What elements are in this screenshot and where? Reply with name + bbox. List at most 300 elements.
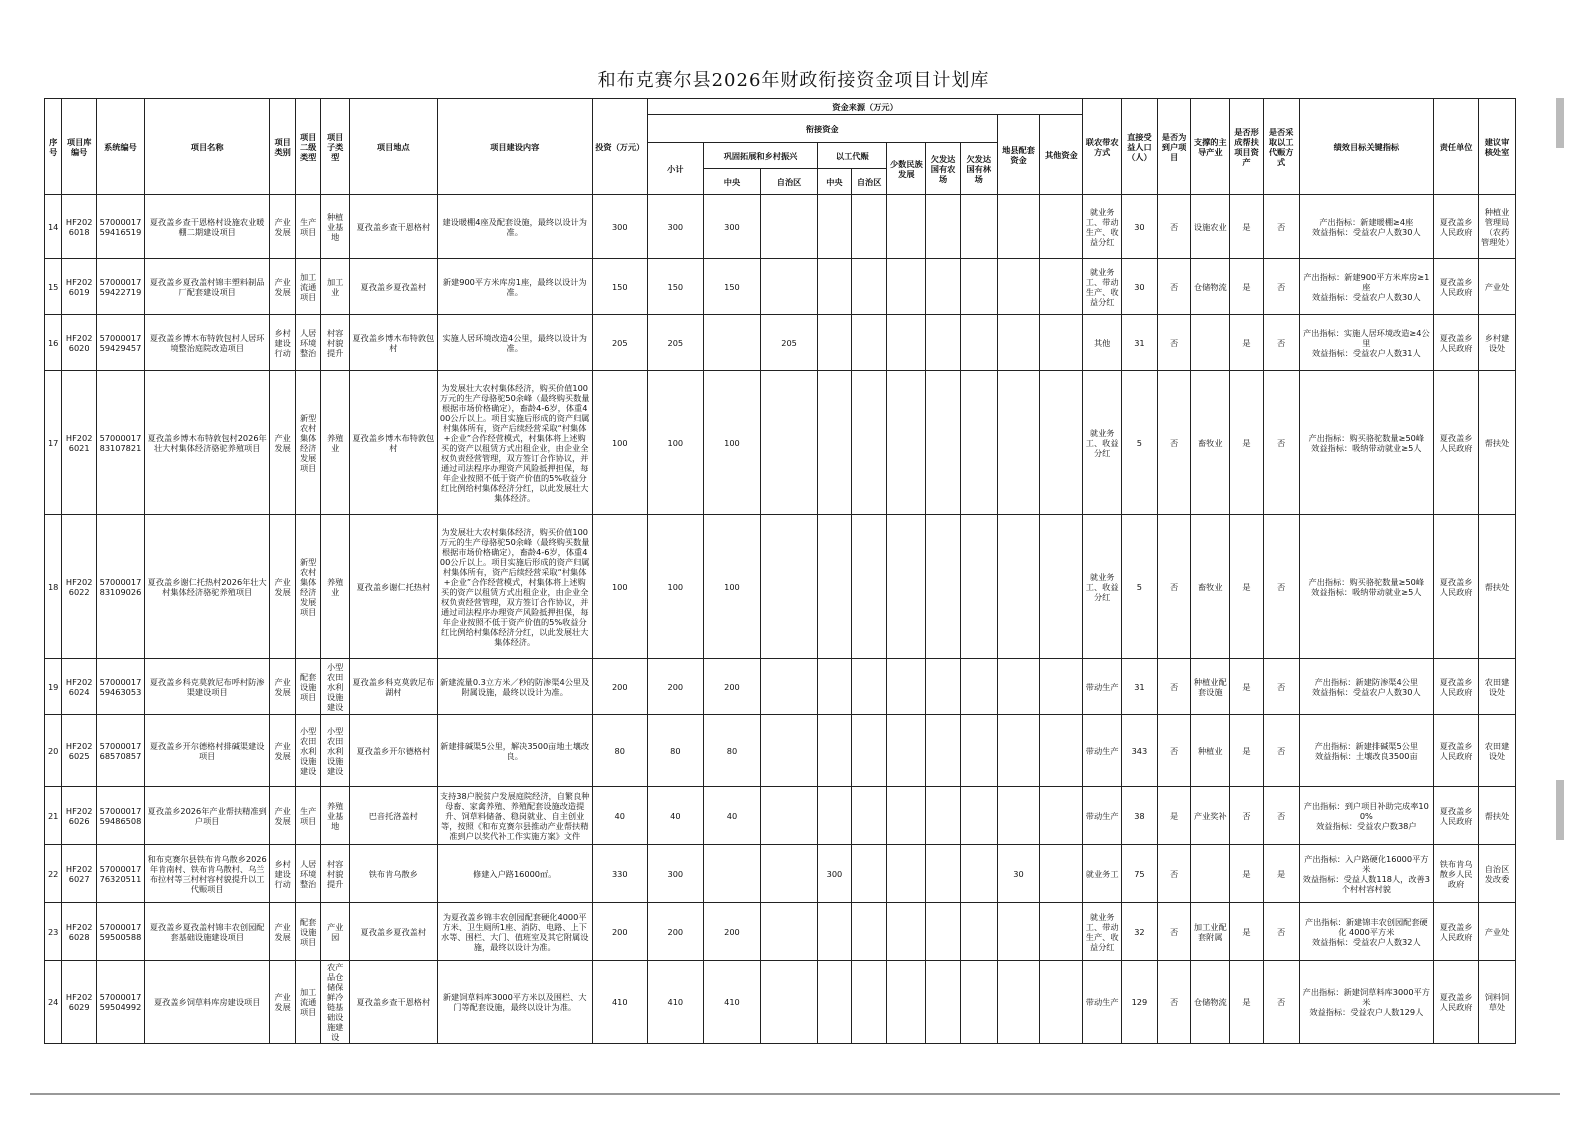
cell-link: 带动生产 xyxy=(1083,961,1122,1044)
scan-edge-mark xyxy=(1556,98,1564,148)
scan-edge-mark xyxy=(1556,780,1564,840)
cell-content: 为夏孜盖乡锦丰农创园配套硬化4000平方米、卫生厕所1座、消防、电路、上下水等、围栏、大门、值班室及其它附属设施，最终以设计为准。 xyxy=(437,903,592,961)
cell-c_region xyxy=(761,845,818,903)
cell-name: 夏孜盖乡夏孜盖村锦丰塑料制品厂配套建设项目 xyxy=(144,259,269,315)
cell-subtotal: 200 xyxy=(647,659,703,715)
cell-county xyxy=(997,659,1040,715)
header-work-relief: 以工代赈 xyxy=(818,143,887,169)
header-county-match: 地县配套资金 xyxy=(997,115,1040,195)
cell-unit: 夏孜盖乡人民政府 xyxy=(1434,659,1479,715)
header-industry: 支撑的主导产业 xyxy=(1191,99,1230,195)
cell-work: 否 xyxy=(1263,371,1299,515)
cell-work: 是 xyxy=(1263,845,1299,903)
cell-subtotal: 40 xyxy=(647,787,703,845)
cell-county xyxy=(997,315,1040,371)
cell-minority xyxy=(887,515,926,659)
header-unit: 责任单位 xyxy=(1434,99,1479,195)
cell-link: 就业务工、带动生产、收益分红 xyxy=(1083,195,1122,259)
cell-subtype: 种植业基地 xyxy=(321,195,350,259)
cell-house: 是 xyxy=(1157,787,1191,845)
cell-sys: 5700001783107821 xyxy=(97,371,145,515)
cell-forest xyxy=(960,659,997,715)
cell-w_region xyxy=(851,259,887,315)
cell-asset: 是 xyxy=(1230,259,1264,315)
cell-invest: 300 xyxy=(592,195,647,259)
cell-link: 就业务工 xyxy=(1083,845,1122,903)
cell-sub2: 新型农村集体经济发展项目 xyxy=(295,371,321,515)
cell-link: 就业务工、收益分红 xyxy=(1083,515,1122,659)
cell-farm xyxy=(926,845,961,903)
cell-name: 夏孜盖乡夏孜盖村锦丰农创园配套基础设施建设项目 xyxy=(144,903,269,961)
cell-c_region xyxy=(761,787,818,845)
table-row xyxy=(45,659,1516,715)
cell-kpi: 产出指标：购买骆驼数量≥50峰 效益指标：吸纳带动就业≥5人 xyxy=(1299,515,1434,659)
cell-loc: 夏孜盖乡博木布特敦包村 xyxy=(349,371,437,515)
cell-house: 否 xyxy=(1157,845,1191,903)
cell-seq: 22 xyxy=(45,845,62,903)
cell-minority xyxy=(887,259,926,315)
cell-asset: 是 xyxy=(1230,845,1264,903)
table-row xyxy=(45,515,1516,659)
cell-c_central: 40 xyxy=(703,787,760,845)
cell-sys: 5700001759463053 xyxy=(97,659,145,715)
cell-cat: 产业发展 xyxy=(270,659,296,715)
cell-unit: 铁布肯乌散乡人民政府 xyxy=(1434,845,1479,903)
cell-people: 5 xyxy=(1122,515,1158,659)
cell-sys: 5700001759486508 xyxy=(97,787,145,845)
cell-subtype: 农产品仓储保鲜冷链基础设施建设 xyxy=(321,961,350,1044)
cell-sub2: 配套设施项目 xyxy=(295,659,321,715)
table-row xyxy=(45,259,1516,315)
cell-forest xyxy=(960,515,997,659)
cell-link: 带动生产 xyxy=(1083,715,1122,787)
header-state-farm: 欠发达国有农场 xyxy=(926,143,961,195)
header-review: 建议审核处室 xyxy=(1479,99,1516,195)
cell-cat: 产业发展 xyxy=(270,903,296,961)
cell-sub2: 生产项目 xyxy=(295,195,321,259)
cell-c_central: 150 xyxy=(703,259,760,315)
cell-w_central xyxy=(818,371,852,515)
cell-industry: 畜牧业 xyxy=(1191,515,1230,659)
header-location: 项目地点 xyxy=(349,99,437,195)
cell-c_region xyxy=(761,371,818,515)
header-cat: 项目类别 xyxy=(270,99,296,195)
cell-industry: 产业奖补 xyxy=(1191,787,1230,845)
cell-kpi: 产出指标：新建排碱渠5公里 效益指标：土壤改良3500亩 xyxy=(1299,715,1434,787)
header-sub2: 项目二级类型 xyxy=(295,99,321,195)
cell-name: 夏孜盖乡开尔德格村排碱渠建设项目 xyxy=(144,715,269,787)
cell-c_central xyxy=(703,315,760,371)
cell-subtotal: 150 xyxy=(647,259,703,315)
cell-people: 38 xyxy=(1122,787,1158,845)
cell-other xyxy=(1040,961,1083,1044)
header-invest: 投资（万元） xyxy=(592,99,647,195)
cell-seq: 17 xyxy=(45,371,62,515)
cell-subtotal: 410 xyxy=(647,961,703,1044)
cell-invest: 410 xyxy=(592,961,647,1044)
cell-unit: 夏孜盖乡人民政府 xyxy=(1434,715,1479,787)
cell-asset: 是 xyxy=(1230,659,1264,715)
header-beneficiaries: 直接受益人口（人） xyxy=(1122,99,1158,195)
cell-people: 31 xyxy=(1122,659,1158,715)
cell-forest xyxy=(960,845,997,903)
cell-farm xyxy=(926,515,961,659)
cell-cat: 产业发展 xyxy=(270,961,296,1044)
cell-farm xyxy=(926,371,961,515)
cell-name: 夏孜盖乡2026年产业帮扶精准到户项目 xyxy=(144,787,269,845)
cell-unit: 夏孜盖乡人民政府 xyxy=(1434,315,1479,371)
cell-review: 饲料饲草处 xyxy=(1479,961,1516,1044)
header-subtype: 项目子类型 xyxy=(321,99,350,195)
cell-kpi: 产出指标：新建900平方米库房≥1座 效益指标：受益农户人数30人 xyxy=(1299,259,1434,315)
cell-loc: 夏孜盖乡查干恩格村 xyxy=(349,961,437,1044)
cell-work: 否 xyxy=(1263,315,1299,371)
page-title: 和布克赛尔县2026年财政衔接资金项目计划库 xyxy=(597,70,990,91)
cell-industry: 种植业 xyxy=(1191,715,1230,787)
cell-c_region xyxy=(761,715,818,787)
cell-link: 其他 xyxy=(1083,315,1122,371)
table-row xyxy=(45,961,1516,1044)
cell-asset: 是 xyxy=(1230,371,1264,515)
cell-w_central xyxy=(818,903,852,961)
cell-house: 否 xyxy=(1157,715,1191,787)
cell-name: 夏孜盖乡查干恩格村设施农业暖棚二期建设项目 xyxy=(144,195,269,259)
cell-minority xyxy=(887,845,926,903)
cell-review: 产业处 xyxy=(1479,903,1516,961)
cell-work: 否 xyxy=(1263,715,1299,787)
header-fund-source: 资金来源（万元） xyxy=(647,99,1083,115)
cell-other xyxy=(1040,659,1083,715)
cell-invest: 150 xyxy=(592,259,647,315)
cell-w_region xyxy=(851,845,887,903)
cell-loc: 巴音托洛盖村 xyxy=(349,787,437,845)
cell-farm xyxy=(926,787,961,845)
cell-seq: 21 xyxy=(45,787,62,845)
cell-forest xyxy=(960,961,997,1044)
cell-w_region xyxy=(851,903,887,961)
cell-people: 343 xyxy=(1122,715,1158,787)
cell-subtotal: 80 xyxy=(647,715,703,787)
cell-minority xyxy=(887,715,926,787)
cell-review: 农田建设处 xyxy=(1479,659,1516,715)
cell-kpi: 产出指标：新建锦丰农创园配套硬化 4000平方米 效益指标：受益农户人数32人 xyxy=(1299,903,1434,961)
cell-kpi: 产出指标：新建暖棚≥4座 效益指标：受益农户人数30人 xyxy=(1299,195,1434,259)
cell-cat: 产业发展 xyxy=(270,787,296,845)
cell-subtotal: 100 xyxy=(647,515,703,659)
cell-lib: HF2026021 xyxy=(62,371,97,515)
cell-c_central: 200 xyxy=(703,659,760,715)
cell-house: 否 xyxy=(1157,659,1191,715)
cell-kpi: 产出指标：实施人居环境改造≥4公里 效益指标：受益农户人数31人 xyxy=(1299,315,1434,371)
cell-farm xyxy=(926,903,961,961)
cell-county xyxy=(997,195,1040,259)
header-sys-no: 系统编号 xyxy=(97,99,145,195)
cell-w_region xyxy=(851,787,887,845)
header-consolidate: 巩固拓展和乡村振兴 xyxy=(703,143,817,169)
cell-county xyxy=(997,903,1040,961)
cell-people: 5 xyxy=(1122,371,1158,515)
cell-subtotal: 100 xyxy=(647,371,703,515)
project-table xyxy=(44,98,1516,1044)
cell-w_region xyxy=(851,961,887,1044)
cell-w_central xyxy=(818,515,852,659)
cell-c_central: 410 xyxy=(703,961,760,1044)
cell-loc: 夏孜盖乡科克莫敦尼布湖村 xyxy=(349,659,437,715)
cell-loc: 夏孜盖乡博木布特敦包村 xyxy=(349,315,437,371)
header-region: 自治区 xyxy=(761,169,818,195)
cell-other xyxy=(1040,715,1083,787)
cell-county xyxy=(997,515,1040,659)
cell-unit: 夏孜盖乡人民政府 xyxy=(1434,515,1479,659)
cell-w_central xyxy=(818,659,852,715)
cell-w_central xyxy=(818,259,852,315)
header-subtotal: 小计 xyxy=(647,143,703,195)
cell-name: 夏孜盖乡科克莫敦尼布呼村防渗渠建设项目 xyxy=(144,659,269,715)
cell-subtotal: 300 xyxy=(647,845,703,903)
cell-industry: 畜牧业 xyxy=(1191,371,1230,515)
cell-asset: 是 xyxy=(1230,961,1264,1044)
cell-work: 否 xyxy=(1263,515,1299,659)
cell-sub2: 加工流通项目 xyxy=(295,259,321,315)
header-kpi: 绩效目标关键指标 xyxy=(1299,99,1434,195)
cell-content: 为发展壮大农村集体经济，购买价值100万元的生产母骆驼50余峰（最终购买数量根据市场价格确定），畜龄4-6岁，体重400公斤以上。项目实施后形成的资产归属村集体所有，资产后续经营采取“村集体+企业”合作经营模式，村集体将上述购买的资产以租赁方式出租企业，由企业全权负责经营管理，双方签订合作协议，并通过司法程序办理资产风险抵押担保，每年企业按照不低于资产价值的5%收益分红比例给村集体经济分红，以此发展壮大集体经济。 xyxy=(437,515,592,659)
cell-minority xyxy=(887,961,926,1044)
cell-seq: 15 xyxy=(45,259,62,315)
cell-loc: 夏孜盖乡开尔德格村 xyxy=(349,715,437,787)
cell-lib: HF2026027 xyxy=(62,845,97,903)
cell-invest: 330 xyxy=(592,845,647,903)
cell-c_region xyxy=(761,659,818,715)
cell-asset: 否 xyxy=(1230,787,1264,845)
header-central-2: 中央 xyxy=(818,169,852,195)
cell-industry: 加工业配套附属 xyxy=(1191,903,1230,961)
table-row xyxy=(45,715,1516,787)
cell-other xyxy=(1040,845,1083,903)
cell-farm xyxy=(926,315,961,371)
cell-w_central xyxy=(818,715,852,787)
cell-industry: 种植业配套设施 xyxy=(1191,659,1230,715)
cell-review: 帮扶处 xyxy=(1479,515,1516,659)
cell-review: 帮扶处 xyxy=(1479,371,1516,515)
cell-w_central xyxy=(818,315,852,371)
cell-lib: HF2026024 xyxy=(62,659,97,715)
cell-people: 129 xyxy=(1122,961,1158,1044)
cell-subtype: 村容村貌提升 xyxy=(321,845,350,903)
cell-c_region xyxy=(761,903,818,961)
cell-invest: 205 xyxy=(592,315,647,371)
header-state-forest: 欠发达国有林场 xyxy=(960,143,997,195)
cell-unit: 夏孜盖乡人民政府 xyxy=(1434,371,1479,515)
cell-asset: 是 xyxy=(1230,715,1264,787)
cell-kpi: 产出指标：新建防渗渠4公里 效益指标：受益农户人数30人 xyxy=(1299,659,1434,715)
cell-county xyxy=(997,371,1040,515)
cell-subtotal: 300 xyxy=(647,195,703,259)
cell-kpi: 产出指标：购买骆驼数量≥50峰 效益指标：吸纳带动就业≥5人 xyxy=(1299,371,1434,515)
header-content: 项目建设内容 xyxy=(437,99,592,195)
cell-subtotal: 205 xyxy=(647,315,703,371)
cell-review: 产业处 xyxy=(1479,259,1516,315)
cell-content: 实施人居环境改造4公里，最终以设计为准。 xyxy=(437,315,592,371)
cell-w_region xyxy=(851,659,887,715)
cell-content: 修建入户路16000㎡。 xyxy=(437,845,592,903)
cell-county xyxy=(997,787,1040,845)
cell-loc: 铁布肯乌散乡 xyxy=(349,845,437,903)
cell-subtype: 小型农田水利设施建设 xyxy=(321,659,350,715)
cell-c_central: 300 xyxy=(703,195,760,259)
cell-loc: 夏孜盖乡查干恩格村 xyxy=(349,195,437,259)
cell-industry: 仓储物流 xyxy=(1191,259,1230,315)
cell-loc: 夏孜盖乡夏孜盖村 xyxy=(349,259,437,315)
table-row xyxy=(45,195,1516,259)
cell-sub2: 人居环境整治 xyxy=(295,845,321,903)
header-work-mode: 是否采取以工代赈方式 xyxy=(1263,99,1299,195)
cell-seq: 20 xyxy=(45,715,62,787)
cell-minority xyxy=(887,903,926,961)
cell-asset: 是 xyxy=(1230,315,1264,371)
cell-lib: HF2026020 xyxy=(62,315,97,371)
cell-other xyxy=(1040,371,1083,515)
header-link-mode: 联农带农方式 xyxy=(1083,99,1122,195)
cell-forest xyxy=(960,195,997,259)
cell-link: 带动生产 xyxy=(1083,787,1122,845)
cell-sys: 5700001759504992 xyxy=(97,961,145,1044)
cell-forest xyxy=(960,371,997,515)
cell-house: 否 xyxy=(1157,371,1191,515)
table-row xyxy=(45,315,1516,371)
cell-house: 否 xyxy=(1157,961,1191,1044)
cell-lib: HF2026025 xyxy=(62,715,97,787)
cell-cat: 产业发展 xyxy=(270,195,296,259)
cell-link: 就业务工、带动生产、收益分红 xyxy=(1083,903,1122,961)
cell-content: 新建排碱渠5公里，解决3500亩地土壤改良。 xyxy=(437,715,592,787)
scan-border-line xyxy=(30,1093,1560,1095)
cell-invest: 100 xyxy=(592,515,647,659)
cell-forest xyxy=(960,715,997,787)
cell-content: 新建900平方米库房1座，最终以设计为准。 xyxy=(437,259,592,315)
cell-other xyxy=(1040,515,1083,659)
cell-c_region xyxy=(761,515,818,659)
cell-sys: 5700001768570857 xyxy=(97,715,145,787)
cell-cat: 乡村建设行动 xyxy=(270,315,296,371)
cell-forest xyxy=(960,259,997,315)
cell-house: 否 xyxy=(1157,515,1191,659)
cell-c_region xyxy=(761,961,818,1044)
cell-content: 新建饲草料库3000平方米以及围栏、大门等配套设施，最终以设计为准。 xyxy=(437,961,592,1044)
cell-content: 为发展壮大农村集体经济，购买价值100万元的生产母骆驼50余峰（最终购买数量根据市场价格确定），畜龄4-6岁，体重400公斤以上。项目实施后形成的资产归属村集体所有，资产后续经营采取“村集体+企业”合作经营模式，村集体将上述购买的资产以租赁方式出租企业，由企业全权负责经营管理，双方签订合作协议，并通过司法程序办理资产风险抵押担保，每年企业按照不低于资产价值的5%收益分红比例给村集体经济分红，以此发展壮大集体经济。 xyxy=(437,371,592,515)
cell-c_central xyxy=(703,845,760,903)
cell-people: 75 xyxy=(1122,845,1158,903)
header-central: 中央 xyxy=(703,169,760,195)
cell-w_region xyxy=(851,315,887,371)
cell-county xyxy=(997,715,1040,787)
cell-other xyxy=(1040,259,1083,315)
cell-sys: 5700001776320511 xyxy=(97,845,145,903)
cell-name: 夏孜盖乡饲草料库房建设项目 xyxy=(144,961,269,1044)
cell-subtype: 养殖业基地 xyxy=(321,787,350,845)
header-minority: 少数民族发展 xyxy=(887,143,926,195)
cell-industry: 仓储物流 xyxy=(1191,961,1230,1044)
cell-link: 带动生产 xyxy=(1083,659,1122,715)
header-other-funds: 其他资金 xyxy=(1040,115,1083,195)
cell-other xyxy=(1040,787,1083,845)
cell-people: 30 xyxy=(1122,259,1158,315)
cell-work: 否 xyxy=(1263,903,1299,961)
cell-farm xyxy=(926,715,961,787)
cell-farm xyxy=(926,659,961,715)
header-to-household: 是否为到户项目 xyxy=(1157,99,1191,195)
cell-farm xyxy=(926,961,961,1044)
cell-w_central xyxy=(818,195,852,259)
table-row xyxy=(45,371,1516,515)
cell-review: 自治区发改委 xyxy=(1479,845,1516,903)
table-row xyxy=(45,845,1516,903)
cell-other xyxy=(1040,903,1083,961)
cell-review: 农田建设处 xyxy=(1479,715,1516,787)
cell-seq: 23 xyxy=(45,903,62,961)
cell-lib: HF2026028 xyxy=(62,903,97,961)
cell-work: 否 xyxy=(1263,787,1299,845)
cell-house: 否 xyxy=(1157,195,1191,259)
cell-forest xyxy=(960,787,997,845)
cell-minority xyxy=(887,787,926,845)
header-linkage-funds: 衔接资金 xyxy=(647,115,997,143)
cell-invest: 40 xyxy=(592,787,647,845)
header-asset: 是否形成帮扶项目资产 xyxy=(1230,99,1264,195)
cell-link: 就业务工、带动生产、收益分红 xyxy=(1083,259,1122,315)
cell-name: 和布克赛尔县铁布肯乌散乡2026年肯南村、铁布肯乌散村、乌兰布拉村等三村村容村貌提升以工代赈项目 xyxy=(144,845,269,903)
cell-name: 夏孜盖乡谢仁托热村2026年壮大村集体经济骆驼养殖项目 xyxy=(144,515,269,659)
cell-sub2: 生产项目 xyxy=(295,787,321,845)
cell-work: 否 xyxy=(1263,259,1299,315)
cell-county xyxy=(997,961,1040,1044)
cell-unit: 夏孜盖乡人民政府 xyxy=(1434,961,1479,1044)
cell-asset: 是 xyxy=(1230,903,1264,961)
cell-industry xyxy=(1191,845,1230,903)
cell-lib: HF2026022 xyxy=(62,515,97,659)
cell-lib: HF2026019 xyxy=(62,259,97,315)
cell-county: 30 xyxy=(997,845,1040,903)
cell-w_region xyxy=(851,371,887,515)
cell-sub2: 加工流通项目 xyxy=(295,961,321,1044)
cell-forest xyxy=(960,315,997,371)
cell-work: 否 xyxy=(1263,195,1299,259)
cell-review: 乡村建设处 xyxy=(1479,315,1516,371)
cell-subtype: 小型农田水利设施建设 xyxy=(321,715,350,787)
cell-invest: 80 xyxy=(592,715,647,787)
cell-cat: 乡村建设行动 xyxy=(270,845,296,903)
cell-w_region xyxy=(851,515,887,659)
cell-seq: 18 xyxy=(45,515,62,659)
cell-seq: 14 xyxy=(45,195,62,259)
header-seq: 序号 xyxy=(45,99,62,195)
cell-unit: 夏孜盖乡人民政府 xyxy=(1434,787,1479,845)
cell-work: 否 xyxy=(1263,659,1299,715)
cell-people: 30 xyxy=(1122,195,1158,259)
cell-loc: 夏孜盖乡夏孜盖村 xyxy=(349,903,437,961)
cell-other xyxy=(1040,315,1083,371)
cell-county xyxy=(997,259,1040,315)
cell-kpi: 产出指标：到户项目补助完成率100% 效益指标：受益农户数38户 xyxy=(1299,787,1434,845)
cell-farm xyxy=(926,195,961,259)
cell-c_region xyxy=(761,195,818,259)
cell-minority xyxy=(887,195,926,259)
cell-subtype: 养殖业 xyxy=(321,515,350,659)
cell-sub2: 新型农村集体经济发展项目 xyxy=(295,515,321,659)
cell-cat: 产业发展 xyxy=(270,371,296,515)
cell-review: 种植业管理局（农药管理处） xyxy=(1479,195,1516,259)
cell-forest xyxy=(960,903,997,961)
table-row xyxy=(45,903,1516,961)
